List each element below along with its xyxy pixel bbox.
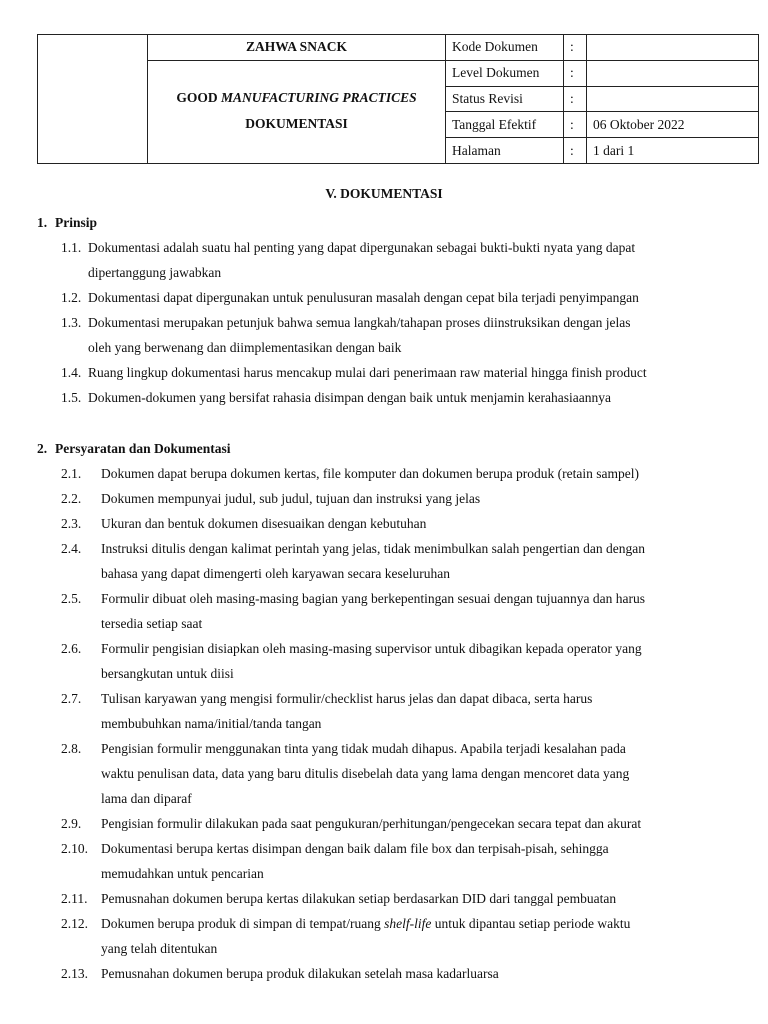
list-item-number: 2.6. bbox=[61, 641, 82, 656]
list-item-text: Tulisan karyawan yang mengisi formulir/checklist harus jelas dan dapat dibaca, serta harus bbox=[101, 691, 593, 706]
list-item-number: 1.3. bbox=[61, 315, 82, 330]
list-item-text: tersedia setiap saat bbox=[101, 616, 203, 631]
list-item-number: 2.9. bbox=[61, 816, 82, 831]
list-item-text: yang telah ditentukan bbox=[101, 941, 218, 956]
list-item-number: 1.1. bbox=[61, 240, 82, 255]
list-item-text: Pemusnahan dokumen berupa produk dilakukan setelah masa kadarluarsa bbox=[101, 966, 499, 981]
header-label: Status Revisi bbox=[446, 86, 564, 112]
list-item-text: Dokumen mempunyai judul, sub judul, tujuan dan instruksi yang jelas bbox=[101, 491, 481, 506]
list-item-text: Dokumentasi dapat dipergunakan untuk penulusuran masalah dengan cepat bila terjadi penyimpangan bbox=[88, 290, 639, 305]
section-heading: V. DOKUMENTASI bbox=[325, 186, 443, 201]
list-item-number: 1.4. bbox=[61, 365, 82, 380]
header-colon: : bbox=[564, 138, 587, 164]
header-label: Level Dokumen bbox=[446, 60, 564, 86]
document-title bbox=[148, 60, 446, 163]
list-item-number: 2.11. bbox=[61, 891, 88, 906]
list-item-text: Ruang lingkup dokumentasi harus mencakup mulai dari penerimaan raw material hingga finish product bbox=[88, 365, 647, 380]
list-item-text: Dokumentasi adalah suatu hal penting yang dapat dipergunakan sebagai bukti-bukti nyata yang dapat bbox=[88, 240, 636, 255]
list-item-text: Pengisian formulir dilakukan pada saat pengukuran/perhitungan/pengecekan secara tepat dan akurat bbox=[101, 816, 642, 831]
list-item-text: Formulir dibuat oleh masing-masing bagian yang berkepentingan sesuai dengan tujuannya dan harus bbox=[101, 591, 645, 606]
section-number: 2. bbox=[37, 441, 48, 456]
list-item-text bbox=[101, 911, 630, 936]
title-prefix: GOOD bbox=[176, 89, 221, 105]
list-item-text: membubuhkan nama/initial/tanda tangan bbox=[101, 716, 322, 731]
text-run: untuk dipantau setiap periode waktu bbox=[431, 916, 631, 931]
title-italic: MANUFACTURING PRACTICES bbox=[220, 89, 417, 105]
list-item-number: 2.13. bbox=[61, 966, 88, 981]
header-label: Halaman bbox=[446, 138, 564, 164]
list-item-text: Dokumen-dokumen yang bersifat rahasia disimpan dengan baik untuk menjamin kerahasiaannya bbox=[88, 390, 611, 405]
section-title bbox=[37, 436, 231, 461]
list-item-text: lama dan diparaf bbox=[101, 791, 192, 806]
list-item-text: bersangkutan untuk diisi bbox=[101, 666, 234, 681]
header-colon: : bbox=[564, 35, 587, 61]
header-colon: : bbox=[564, 86, 587, 112]
section-title bbox=[37, 210, 97, 235]
list-item-text: Dokumentasi merupakan petunjuk bahwa semua langkah/tahapan proses diinstruksikan dengan jelas bbox=[88, 315, 631, 330]
header-label: Kode Dokumen bbox=[446, 35, 564, 61]
list-item-text: memudahkan untuk pencarian bbox=[101, 866, 264, 881]
list-item-text: Formulir pengisian disiapkan oleh masing-masing supervisor untuk dibagikan kepada operator yang bbox=[101, 641, 642, 656]
header-value bbox=[587, 86, 759, 112]
section-number: 1. bbox=[37, 215, 48, 230]
section-title-text: Persyaratan dan Dokumentasi bbox=[55, 441, 231, 456]
document-header-table bbox=[37, 34, 759, 164]
list-item-number: 2.8. bbox=[61, 741, 82, 756]
list-item-number: 2.7. bbox=[61, 691, 82, 706]
list-item-text: Instruksi ditulis dengan kalimat perintah yang jelas, tidak menimbulkan salah pengertian dan dengan bbox=[101, 541, 645, 556]
header-value: 1 dari 1 bbox=[587, 138, 759, 164]
list-item-text: dipertanggung jawabkan bbox=[88, 265, 222, 280]
italic-term: shelf-life bbox=[384, 916, 432, 931]
list-item-number: 1.2. bbox=[61, 290, 82, 305]
list-item-number: 2.5. bbox=[61, 591, 82, 606]
header-label: Tanggal Efektif bbox=[446, 112, 564, 138]
list-item-text: Pengisian formulir menggunakan tinta yang tidak mudah dihapus. Apabila terjadi kesalahan pada bbox=[101, 741, 626, 756]
list-item-number: 2.4. bbox=[61, 541, 82, 556]
header-colon: : bbox=[564, 60, 587, 86]
header-value bbox=[587, 35, 759, 61]
list-item-text: Dokumen dapat berupa dokumen kertas, file komputer dan dokumen berupa produk (retain sampel) bbox=[101, 466, 639, 481]
header-colon: : bbox=[564, 112, 587, 138]
company-name: ZAHWA SNACK bbox=[148, 35, 446, 61]
list-item-text: Ukuran dan bentuk dokumen disesuaikan dengan kebutuhan bbox=[101, 516, 427, 531]
header-value: 06 Oktober 2022 bbox=[587, 112, 759, 138]
text-run: Dokumen berupa produk di simpan di tempat/ruang bbox=[101, 916, 385, 931]
list-item-number: 2.12. bbox=[61, 916, 88, 931]
header-value bbox=[587, 60, 759, 86]
list-item-number: 2.1. bbox=[61, 466, 82, 481]
list-item-text: bahasa yang dapat dimengerti oleh karyawan secara keseluruhan bbox=[101, 566, 450, 581]
title-line2: DOKUMENTASI bbox=[245, 115, 348, 131]
list-item-text: waktu penulisan data, data yang baru ditulis disebelah data yang lama dengan mencoret data yang bbox=[101, 766, 630, 781]
list-item-text: Dokumentasi berupa kertas disimpan dengan baik dalam file box dan terpisah-pisah, sehingga bbox=[101, 841, 609, 856]
section-title-text: Prinsip bbox=[55, 215, 98, 230]
logo-cell bbox=[38, 35, 148, 164]
list-item-text: oleh yang berwenang dan diimplementasikan dengan baik bbox=[88, 340, 402, 355]
list-item-number: 1.5. bbox=[61, 390, 82, 405]
list-item-number: 2.2. bbox=[61, 491, 82, 506]
list-item-number: 2.3. bbox=[61, 516, 82, 531]
list-item-text: Pemusnahan dokumen berupa kertas dilakukan setiap berdasarkan DID dari tanggal pembuatan bbox=[101, 891, 617, 906]
list-item-number: 2.10. bbox=[61, 841, 88, 856]
